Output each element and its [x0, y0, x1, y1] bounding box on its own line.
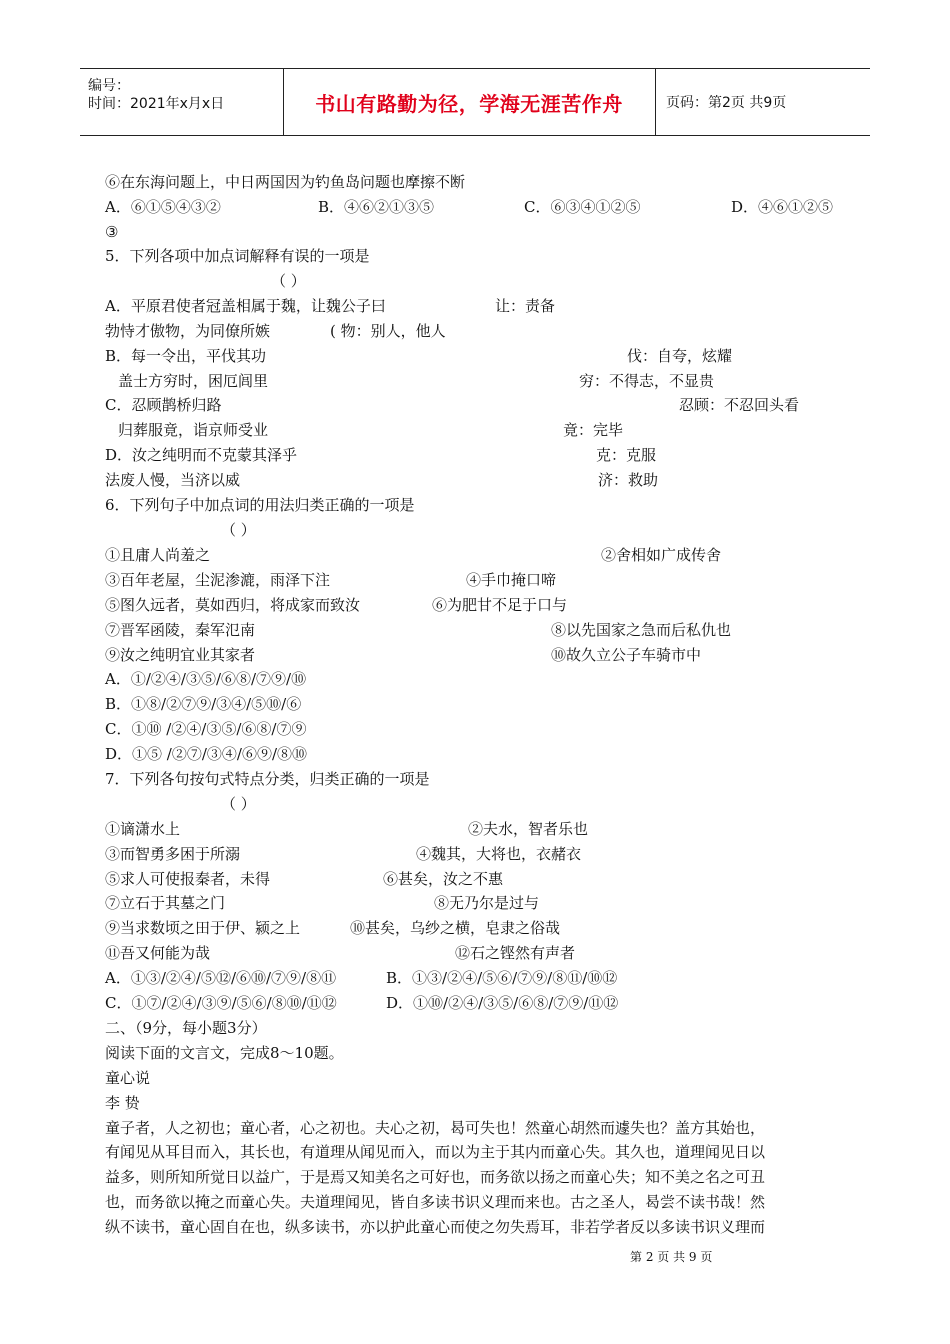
text-line: 盖士方穷时，困厄闾里 [118, 372, 269, 390]
text-line: ⑩甚矣，乌纱之横，皂隶之俗哉 [350, 919, 561, 937]
text-line: B．每一令出，平伐其功 [105, 347, 267, 365]
text-line: 童子者，人之初也；童心者，心之初也。夫心之初，曷可失也！然童心胡然而遽失也？盖方其始也， [105, 1119, 766, 1137]
header-motto-cell [283, 69, 656, 135]
text-line: 阅读下面的文言文，完成8～10题。 [105, 1044, 344, 1062]
text-line: ⑤图久远者，莫如西归，将成家而致汝 [105, 596, 361, 614]
text-line: 穷：不得志，不显贵 [579, 372, 715, 390]
text-line: ②夫水，智者乐也 [468, 820, 589, 838]
text-line: B．④⑥②①③⑤ [318, 198, 435, 216]
text-line: C．⑥③④①②⑤ [524, 198, 641, 216]
text-line: 勃恃才傲物，为同僚所嫉 [105, 322, 271, 340]
text-line: 5．下列各项中加点词解释有误的一项是 [105, 247, 370, 265]
text-line: C．①⑦/②④/③⑨/⑤⑥/⑧⑩/⑪⑫ [105, 994, 337, 1012]
text-line: B．①③/②④/⑤⑥/⑦⑨/⑧⑪/⑩⑫ [386, 969, 618, 987]
text-line: 忍顾：不忍回头看 [679, 396, 800, 414]
text-line: ③而智勇多困于所溺 [105, 845, 241, 863]
text-line: A．平原君使者冠盖相属于魏，让魏公子曰 [105, 297, 386, 315]
text-line: ⑧无乃尔是过与 [434, 894, 540, 912]
text-line: ( 物：别人，他人 [330, 322, 446, 340]
header-meta-cell [80, 69, 284, 135]
text-line: ⑨汝之纯明宜业其家者 [105, 646, 256, 664]
text-line: A．①/②④/③⑤/⑥⑧/⑦⑨/⑩ [105, 670, 307, 688]
page-info: 页码：第2页 共9页 [666, 95, 787, 111]
text-line: 李 贽 [105, 1094, 140, 1112]
text-line: A．①③/②④/⑤⑫/⑥⑩/⑦⑨/⑧⑪ [105, 969, 337, 987]
text-line: 益多，则所知所觉日以益广，于是焉又知美名之可好也，而务欲以扬之而童心失；知不美之名之可丑 [105, 1168, 766, 1186]
text-line: A．⑥①⑤④③② [105, 198, 221, 216]
text-line: 也，而务欲以掩之而童心失。夫道理闻见，皆自多读书识义理而来也。古之圣人，曷尝不读书哉！然 [105, 1193, 766, 1211]
text-line: 纵不读书，童心固自在也，纵多读书，亦以护此童心而使之勿失焉耳，非若学者反以多读书识义理而 [105, 1218, 766, 1236]
text-line: ⑫石之铿然有声者 [455, 944, 576, 962]
text-line: ⑨当求数顷之田于伊、颍之上 [105, 919, 301, 937]
text-line: ⑥在东海问题上，中日两国因为钓鱼岛问题也摩擦不断 [105, 173, 466, 191]
text-line: D．①⑩/②④/③⑤/⑥⑧/⑦⑨/⑪⑫ [386, 994, 619, 1012]
text-line: ①且庸人尚羞之 [105, 546, 211, 564]
text-line: D．①⑤ /②⑦/③④/⑥⑨/⑧⑩ [105, 745, 308, 763]
text-line: 7．下列各句按句式特点分类，归类正确的一项是 [105, 770, 430, 788]
text-line: （ ） [221, 795, 256, 813]
text-line: ⑦立石于其墓之门 [105, 894, 226, 912]
text-line: C．①⑩ /②④/③⑤/⑥⑧/⑦⑨ [105, 720, 307, 738]
text-line: ⑥甚矣，汝之不惠 [383, 870, 504, 888]
text-line: 让：责备 [495, 297, 556, 315]
text-line: ⑥为肥甘不足于口与 [432, 596, 568, 614]
page-header [80, 68, 870, 136]
text-line: 童心说 [105, 1069, 151, 1087]
text-line: ⑪吾又何能为哉 [105, 944, 211, 962]
text-line: 伐：自夸，炫耀 [627, 347, 733, 365]
date-label: 时间：2021年x月x日 [88, 96, 225, 112]
text-line: ⑧以先国家之急而后私仇也 [551, 621, 732, 639]
text-line: （ ） [271, 272, 306, 290]
footer-page-number: 第 2 页 共 9 页 [630, 1250, 713, 1264]
text-line: 竟：完毕 [563, 421, 624, 439]
text-line: ⑤求人可使报秦者，未得 [105, 870, 271, 888]
text-line: ④手巾掩口啼 [466, 571, 557, 589]
text-line: 6．下列句子中加点词的用法归类正确的一项是 [105, 496, 415, 514]
text-line: D．④⑥①②⑤ [731, 198, 834, 216]
text-line: 有闻见从耳目而入，其长也，有道理从闻见而入，而以为主于其内而童心失。其久也，道理闻见日以 [105, 1143, 766, 1161]
code-label: 编号： [88, 78, 130, 94]
text-line: ①谪潇水上 [105, 820, 181, 838]
text-line: B．①⑧/②⑦⑨/③④/⑤⑩/⑥ [105, 695, 302, 713]
text-line: ⑦晋军函陵，秦军氾南 [105, 621, 256, 639]
text-line: （ ） [221, 521, 256, 539]
text-line: ②舍相如广成传舍 [601, 546, 722, 564]
text-line: 二、（9分，每小题3分） [105, 1019, 267, 1037]
text-line: ④魏其，大将也，衣赭衣 [416, 845, 582, 863]
header-page-cell [656, 69, 870, 135]
text-line: 克：克服 [596, 446, 657, 464]
text-line: ③ [105, 223, 119, 241]
text-line: 归葬服竟，诣京师受业 [118, 421, 269, 439]
text-line: C．忍顾鹊桥归路 [105, 396, 222, 414]
text-line: 济：救助 [598, 471, 659, 489]
text-line: ③百年老屋，尘泥渗漉，雨泽下注 [105, 571, 331, 589]
motto: 书山有路勤为径，学海无涯苦作舟 [315, 91, 623, 116]
text-line: 法废人慢，当济以威 [105, 471, 241, 489]
text-line: ⑩故久立公子车骑市中 [551, 646, 702, 664]
text-line: D．汝之纯明而不克蒙其泽乎 [105, 446, 298, 464]
